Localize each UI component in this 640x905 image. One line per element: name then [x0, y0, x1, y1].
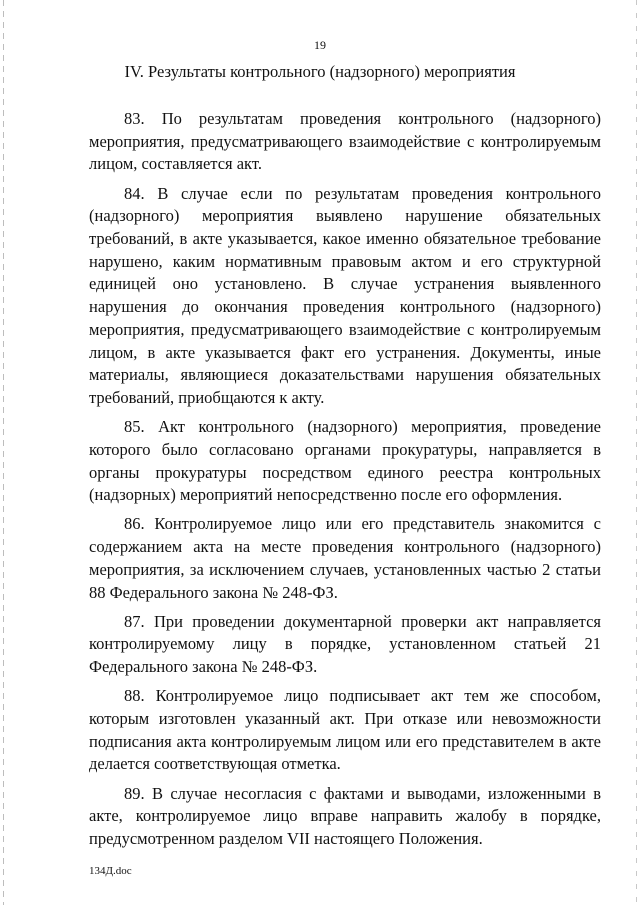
paragraph-number: 87.	[124, 611, 145, 631]
paragraph-number: 85.	[124, 417, 145, 437]
paragraph-text: В случае несогласия с фактами и выводами, изложенными в акте, контролируемое лицо вправе направить жалобу в порядке, предусмотренном разделом VII настоящего Положения.	[89, 783, 601, 849]
scan-edge-left	[3, 0, 4, 905]
paragraph-number: 89.	[124, 783, 145, 803]
section-title: IV. Результаты контрольного (надзорного) мероприятия	[124, 62, 516, 81]
paragraph-number: 84.	[124, 183, 145, 203]
paragraph-text: В случае если по результатам проведения контрольного (надзорного) мероприятия выявлено нарушение обязательных требований, в акте указывается, какое именно обязательное требование нарушено, каким нормативным правовым актом и его структурной единицей оно установлено. В случае устранения выявленного нарушения до окончания проведения контрольного (надзорного) мероприятия, предусматривающего взаимодействие с контролируемым лицом, в акте указывается факт его устранения. Документы, иные материалы, являющиеся доказательствами нарушения обязательных требований, приобщаются к акту.	[89, 183, 602, 407]
paragraph-89	[89, 783, 601, 851]
paragraph-text: Контролируемое лицо или его представитель знакомится с содержанием акта на месте проведения контрольного (надзорного) мероприятия, за исключением случаев, установленных частью 2 статьи 88 Федерального закона № 248-ФЗ.	[89, 514, 602, 602]
document-body	[89, 108, 601, 857]
paragraph-number: 86.	[124, 514, 145, 534]
paragraph-text: При проведении документарной проверки акт направляется контролируемому лицу в порядке, установленном статьей 21 Федерального закона № 248-ФЗ.	[89, 611, 602, 677]
paragraph-number: 83.	[124, 109, 145, 128]
file-name-footer: 134Д.doc	[89, 865, 132, 877]
page-number: 19	[314, 38, 326, 52]
paragraph-84	[89, 183, 601, 410]
paragraph-number: 88.	[124, 686, 145, 706]
paragraph-86	[89, 513, 601, 604]
paragraph-83	[89, 108, 601, 176]
paragraph-88	[89, 685, 601, 776]
scan-edge-right	[636, 0, 637, 905]
paragraph-text: По результатам проведения контрольного (надзорного) мероприятия, предусматривающего взаимодействие с контролируемым лицом, составляется акт.	[89, 109, 601, 174]
paragraph-85	[89, 416, 601, 507]
paragraph-87	[89, 611, 601, 679]
paragraph-text: Акт контрольного (надзорного) мероприятия, проведение которого было согласовано органами прокуратуры, направляется в органы прокуратуры посредством единого реестра контрольных (надзорных) мероприятий непосредственно после его оформления.	[89, 417, 601, 505]
paragraph-text: Контролируемое лицо подписывает акт тем же способом, которым изготовлен указанный акт. При отказе или невозможности подписания акта контролируемым лицом или его представителем в акте делается соответствующая отметка.	[89, 686, 601, 774]
